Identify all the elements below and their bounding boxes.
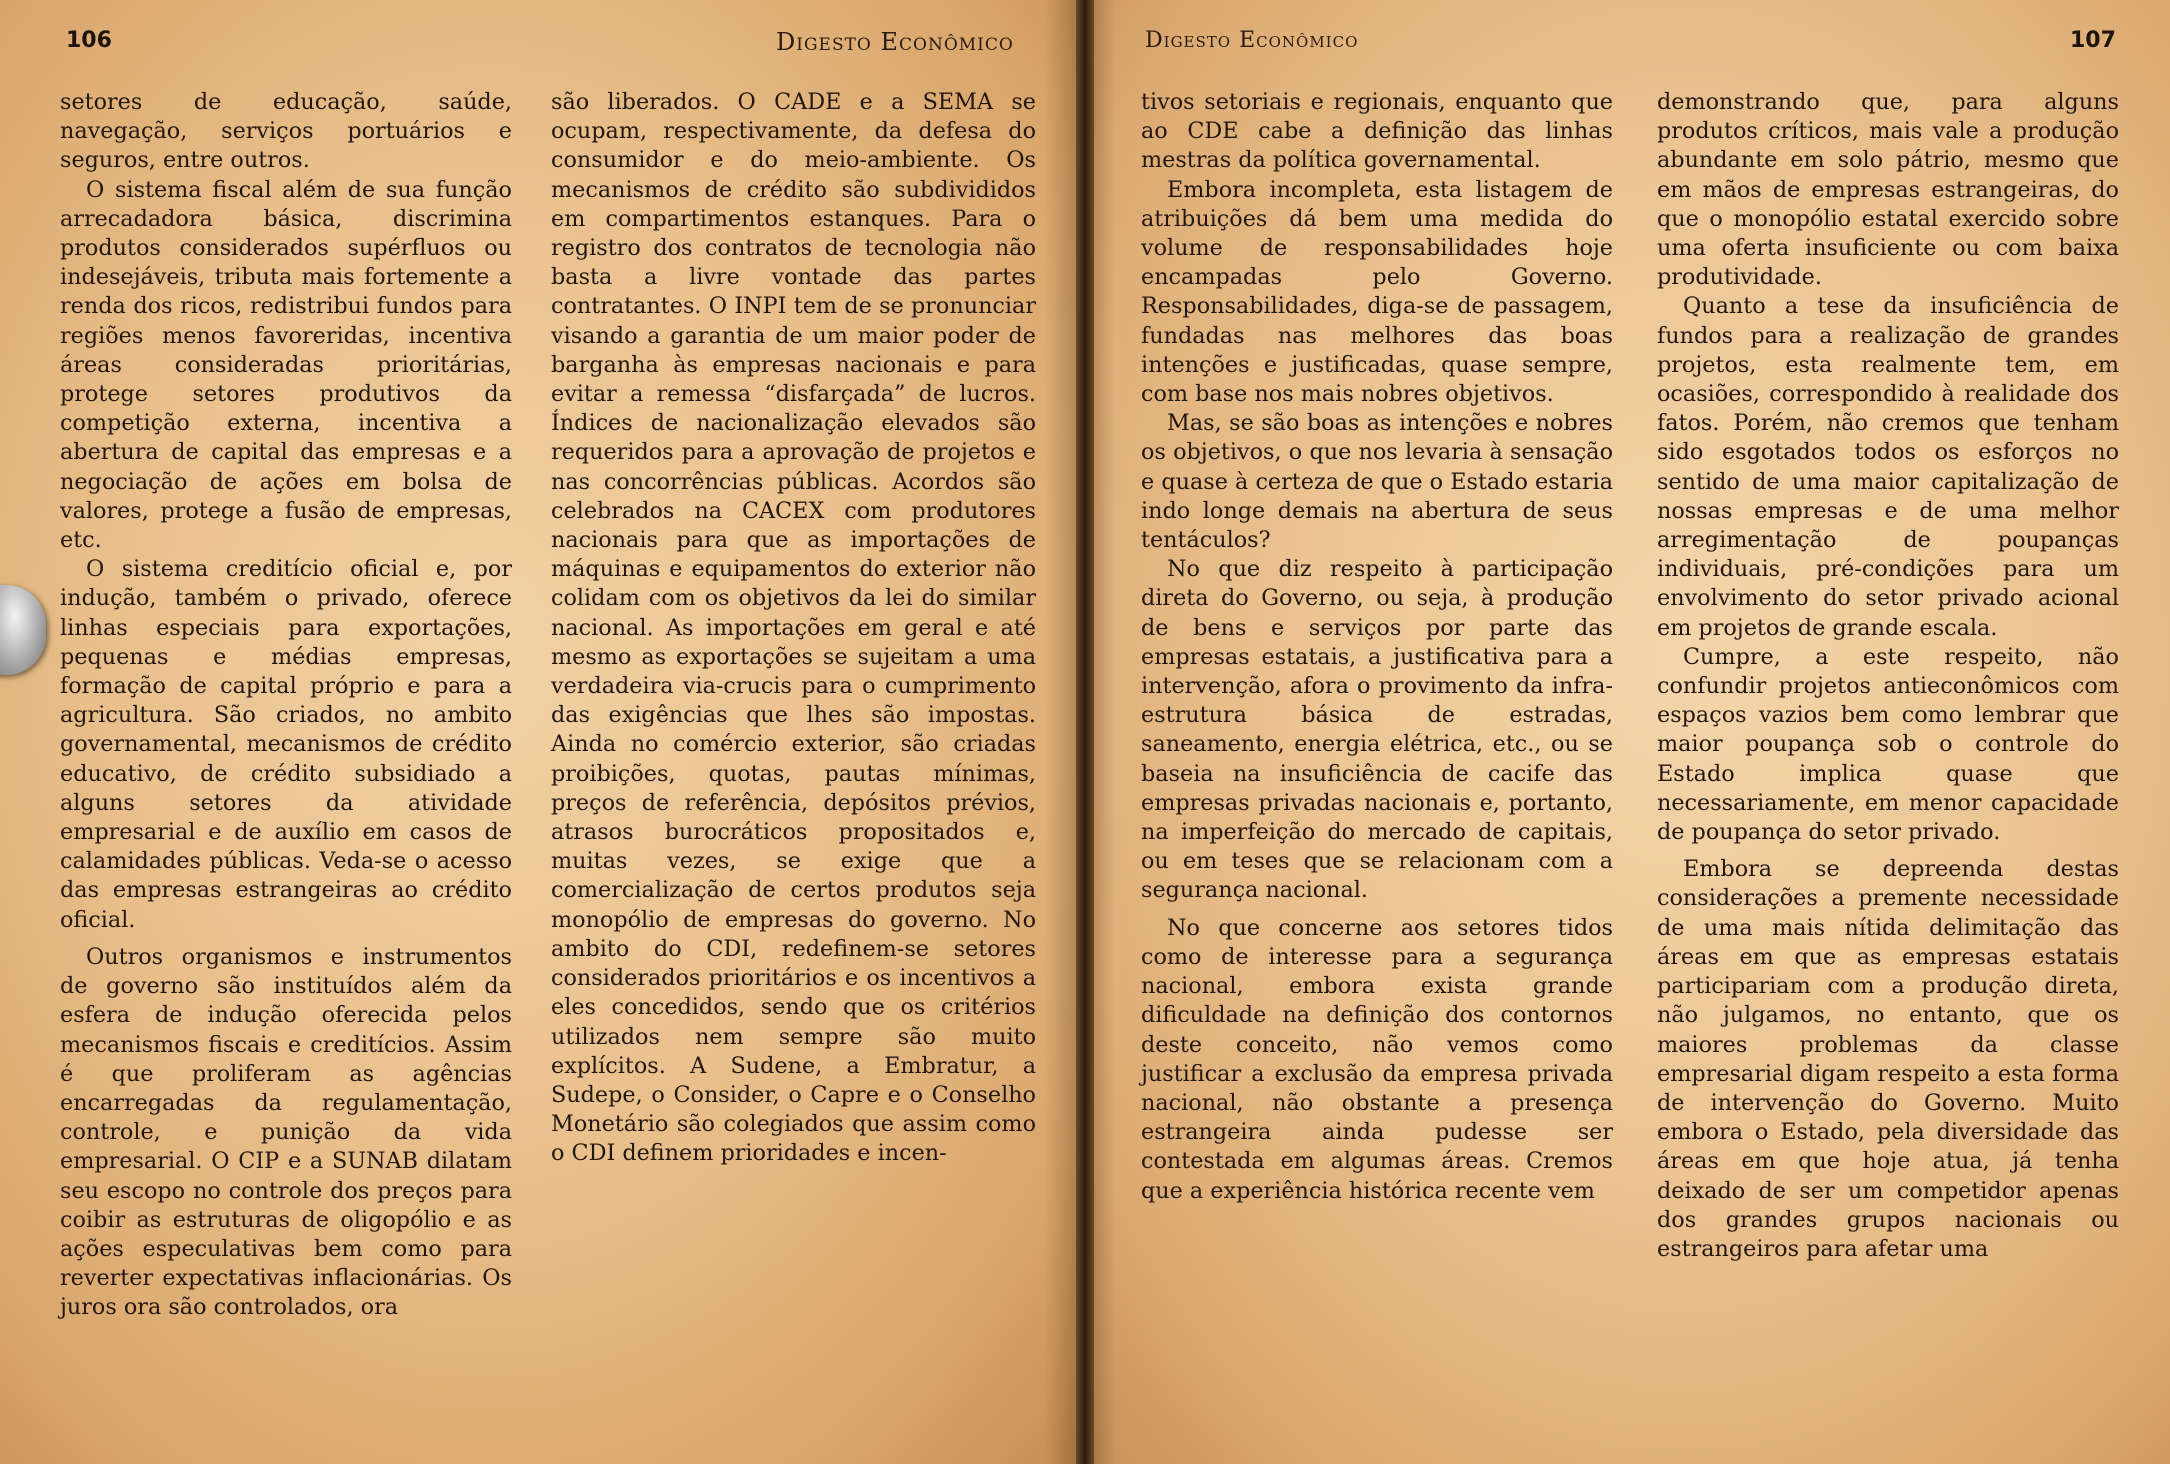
running-head: Digesto Econômico [1145, 28, 1359, 53]
paragraph: Cumpre, a este respeito, não confundir projetos antieconômicos com espaços vazios bem como lembrar que maior poupança sob o controle do Estado implica quase que necessariamente, em menor capacidade de poupança do setor privado. [1657, 643, 2119, 846]
binder-clip [0, 585, 46, 675]
paragraph: Quanto a tese da insuficiência de fundos para a realização de grandes projetos, esta realmente tem, em ocasiões, correspondido à realidade dos fatos. Porém, não cremos que tenham sido esgotados todos os esforços no sentido de uma maior capitalização de nossas empresas e de uma melhor arregimentação de poupanças individuais, pré-condições para um envolvimento do setor privado acional em projetos de grande escala. [1657, 293, 2119, 641]
paragraph: No que concerne aos setores tidos como de interesse para a segurança nacional, embora exista grande dificuldade na definição dos contornos deste conceito, não vemos como justificar a exclusão da empresa privada nacional, não obstante a presença estrangeira ainda pudesse ser contestada em algumas áreas. Cremos que a experiência histórica recente vem [1141, 914, 1613, 1204]
paragraph: Outros organismos e instrumentos de governo são instituídos além da esfera de indução oferecida pelos mecanismos fiscais e creditícios. Assim é que proliferam as agências encarregadas da regulamentação, controle, e punição da vida empresarial. O CIP e a SUNAB dilatam seu escopo no controle dos preços para coibir as estruturas de oligopólio e as ações especulativas bem como para reverter expectativas inflacionárias. Os juros ora são controlados, ora [60, 943, 512, 1321]
text-column [60, 88, 512, 1448]
paragraph: são liberados. O CADE e a SEMA se ocupam, respectivamente, da defesa do consumidor e do meio-ambiente. Os mecanismos de crédito são subdivididos em compartimentos estanques. Para o registro dos contratos de tecnologia não basta a livre vontade das partes contratantes. O INPI tem de se pronunciar visando a garantia de um maior poder de barganha às empresas nacionais e para evitar a remessa “disfarçada” de lucros. Índices de nacionalização elevados são requeridos para a aprovação de projetos e nas concorrências públicas. Acordos são celebrados na CACEX com produtores nacionais para que as importações de máquinas e equipamentos do exterior não colidam com os objetivos da lei do similar nacional. As importações em geral e até mesmo as exportações se sujeitam a uma verdadeira via-crucis para o cumprimento das exigências que lhes são impostas. Ainda no comércio exterior, são criadas proibições, quotas, pautas mínimas, preços de referência, depósitos prévios, atrasos burocráticos propositados e, muitas vezes, se exige que a comercialização de certos produtos seja monopólio de empresas do governo. No ambito do CDI, redefinem-se setores considerados prioritários e os incentivos a eles concedidos, sendo que os critérios utilizados nem sempre são muito explícitos. A Sudene, a Embratur, a Sudepe, o Consider, o Capre e o Conselho Monetário são colegiados que assim como o CDI definem prioridades e incen- [551, 89, 1036, 1167]
book-spine [1076, 0, 1094, 1464]
page-number: 107 [2070, 28, 2116, 53]
text-column [551, 88, 1036, 1448]
paragraph: Mas, se são boas as intenções e nobres os objetivos, o que nos levaria à sensação e quase à certeza de que o Estado estaria indo longe demais na abertura de seus tentáculos? [1141, 410, 1613, 554]
paragraph: tivos setoriais e regionais, enquanto que ao CDE cabe a definição das linhas mestras da política governamental. [1141, 89, 1613, 174]
right-page [1085, 0, 2170, 1464]
running-head: Digesto Econômico [776, 28, 1014, 56]
paragraph: O sistema creditício oficial e, por indução, também o privado, oferece linhas especiais para exportações, pequenas e médias empresas, formação de capital próprio e para a agricultura. São criados, no ambito governamental, mecanismos de crédito educativo, de crédito subsidiado a alguns setores da atividade empresarial e de auxílio em casos de calamidades públicas. Veda-se o acesso das empresas estrangeiras ao crédito oficial. [60, 556, 512, 933]
text-column [1657, 88, 2119, 1448]
paragraph: Embora se depreenda destas considerações a premente necessidade de uma mais nítida delimitação das áreas em que as empresas estatais participariam com a produção direta, não julgamos, no entanto, que os maiores problemas da classe empresarial digam respeito a esta forma de intervenção do Governo. Muito embora o Estado, pela diversidade das áreas em que hoje atua, já tenha deixado de ser um competidor apenas dos grandes grupos nacionais ou estrangeiros para afetar uma [1657, 856, 2119, 1262]
paragraph: No que diz respeito à participação direta do Governo, ou seja, à produção de bens e serviços por parte das empresas estatais, a justificativa para a intervenção, afora o provimento da infra-estrutura básica de estradas, saneamento, energia elétrica, etc., ou se baseia na insuficiência de cacife das empresas privadas nacionais e, portanto, na imperfeição do mercado de capitais, ou em teses que se relacionam com a segurança nacional. [1141, 556, 1613, 904]
paragraph: setores de educação, saúde, navegação, serviços portuários e seguros, entre outros. [60, 89, 512, 174]
paragraph: demonstrando que, para alguns produtos críticos, mais vale a produção abundante em solo pátrio, mesmo que em mãos de empresas estrangeiras, do que o monopólio estatal exercido sobre uma oferta insuficiente ou com baixa produtividade. [1657, 89, 2119, 291]
paragraph: O sistema fiscal além de sua função arrecadadora básica, discrimina produtos considerados supérfluos ou indesejáveis, tributa mais fortemente a renda dos ricos, redistribui fundos para regiões menos favoreridas, incentiva áreas consideradas prioritárias, protege setores produtivos da competição externa, incentiva a abertura de capital das empresas e a negociação de ações em bolsa de valores, protege a fusão de empresas, etc. [60, 176, 512, 554]
paragraph: Embora incompleta, esta listagem de atribuições dá bem uma medida do volume de responsabilidades hoje encampadas pelo Governo. Responsabilidades, diga-se de passagem, fundadas nas melhores das boas intenções e justificadas, quase sempre, com base nos mais nobres objetivos. [1141, 176, 1613, 408]
text-column [1141, 88, 1613, 1448]
page-number: 106 [66, 28, 112, 53]
